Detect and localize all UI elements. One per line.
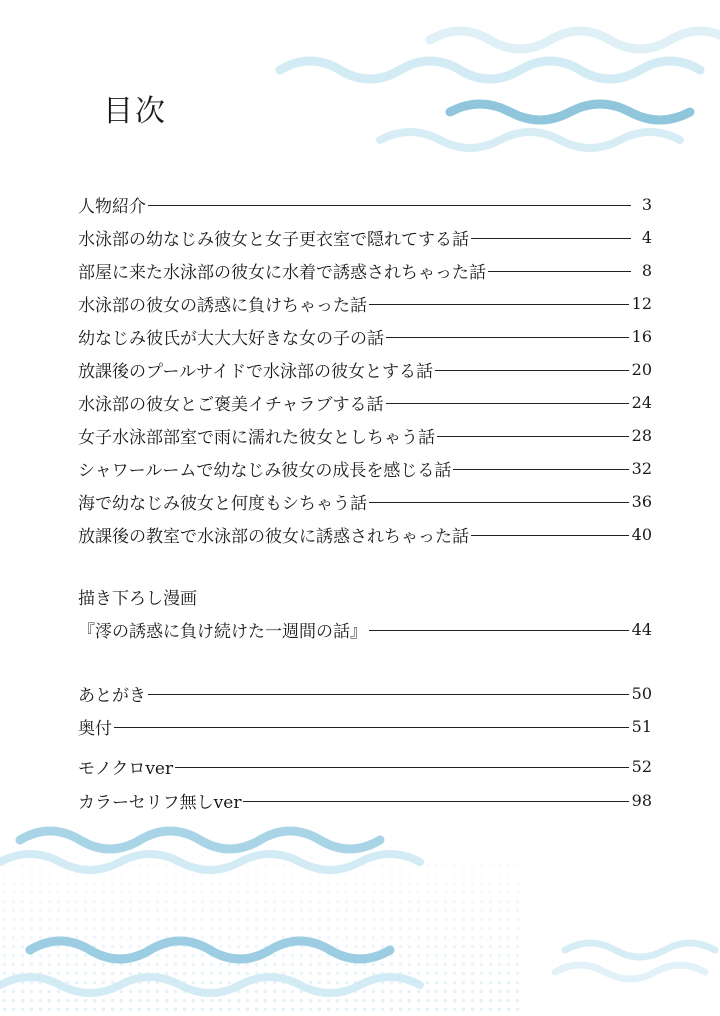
toc-entry bbox=[78, 616, 652, 642]
leader-line bbox=[437, 436, 629, 437]
toc-entry-page: 50 bbox=[631, 683, 652, 703]
leader-line bbox=[148, 205, 631, 206]
toc-entry-title: あとがき bbox=[78, 685, 146, 706]
leader-line bbox=[488, 271, 631, 272]
toc-entry-title: 幼なじみ彼氏が大大大好きな女の子の話 bbox=[78, 328, 384, 349]
leader-line bbox=[369, 304, 629, 305]
toc-entry-title: 放課後の教室で水泳部の彼女に誘惑されちゃった話 bbox=[78, 526, 469, 547]
toc-entry-page: 40 bbox=[631, 524, 652, 544]
toc-entry-title: 人物紹介 bbox=[78, 196, 146, 217]
leader-line bbox=[386, 403, 629, 404]
toc-entry-page: 98 bbox=[631, 790, 652, 810]
toc-entry bbox=[78, 680, 652, 706]
toc-entry-title: モノクロver bbox=[78, 758, 174, 779]
toc-entry-page: 44 bbox=[631, 619, 652, 639]
toc-entry-page: 52 bbox=[631, 756, 652, 776]
leader-line bbox=[243, 801, 628, 802]
toc-entry-title: 女子水泳部部室で雨に濡れた彼女としちゃう話 bbox=[78, 427, 435, 448]
toc-entry-page: 3 bbox=[641, 194, 652, 214]
toc-entry-title: 奥付 bbox=[78, 718, 112, 739]
toc-entry-page: 12 bbox=[631, 293, 652, 313]
toc-entry-page: 51 bbox=[631, 716, 652, 736]
toc-entry-title: シャワールームで幼なじみ彼女の成長を感じる話 bbox=[78, 460, 452, 481]
toc-entry-page: 4 bbox=[641, 227, 652, 247]
leader-line bbox=[386, 337, 629, 338]
toc-entry bbox=[78, 753, 652, 779]
toc-entry bbox=[78, 191, 652, 217]
toc-entry-page: 20 bbox=[631, 359, 652, 379]
toc-entry-page: 28 bbox=[631, 425, 652, 445]
leader-line bbox=[471, 535, 629, 536]
toc-entry bbox=[78, 323, 652, 349]
leader-line bbox=[453, 469, 628, 470]
section-heading: 描き下ろし漫画 bbox=[78, 589, 197, 609]
toc-entry bbox=[78, 224, 652, 250]
toc-entry bbox=[78, 290, 652, 316]
toc-entry-title: 『澪の誘惑に負け続けた一週間の話』 bbox=[78, 621, 367, 642]
leader-line bbox=[148, 694, 629, 695]
toc-entry-title: 放課後のプールサイドで水泳部の彼女とする話 bbox=[78, 361, 433, 382]
toc-entry-page: 32 bbox=[631, 458, 652, 478]
toc-entry-page: 8 bbox=[641, 260, 652, 280]
page-title: 目次 bbox=[103, 94, 167, 129]
leader-line bbox=[114, 727, 629, 728]
toc-entry-title: 水泳部の彼女とご褒美イチャラブする話 bbox=[78, 394, 384, 415]
toc-entry bbox=[78, 455, 652, 481]
toc-entry bbox=[78, 521, 652, 547]
toc-entry bbox=[78, 488, 652, 514]
toc-entry bbox=[78, 389, 652, 415]
toc-entry-title: 水泳部の幼なじみ彼女と女子更衣室で隠れてする話 bbox=[78, 229, 469, 250]
wave-decoration-top bbox=[270, 0, 720, 170]
toc-entry-title: 海で幼なじみ彼女と何度もシちゃう話 bbox=[78, 493, 367, 514]
toc-entry bbox=[78, 787, 652, 813]
dot-texture-decoration bbox=[0, 816, 520, 1016]
toc-entry bbox=[78, 422, 652, 448]
toc-entry-title: 部屋に来た水泳部の彼女に水着で誘惑されちゃった話 bbox=[78, 262, 486, 283]
toc-entry bbox=[78, 356, 652, 382]
toc-entry bbox=[78, 713, 652, 739]
toc-entry bbox=[78, 257, 652, 283]
toc-entry-title: 水泳部の彼女の誘惑に負けちゃった話 bbox=[78, 295, 367, 316]
leader-line bbox=[471, 238, 631, 239]
leader-line bbox=[175, 767, 629, 768]
toc-entry-title: カラーセリフ無しver bbox=[78, 792, 242, 813]
leader-line bbox=[369, 630, 629, 631]
toc-entry-page: 24 bbox=[631, 392, 652, 412]
toc-entry-page: 16 bbox=[631, 326, 652, 346]
toc-entry-page: 36 bbox=[631, 491, 652, 511]
leader-line bbox=[369, 502, 629, 503]
leader-line bbox=[435, 370, 629, 371]
